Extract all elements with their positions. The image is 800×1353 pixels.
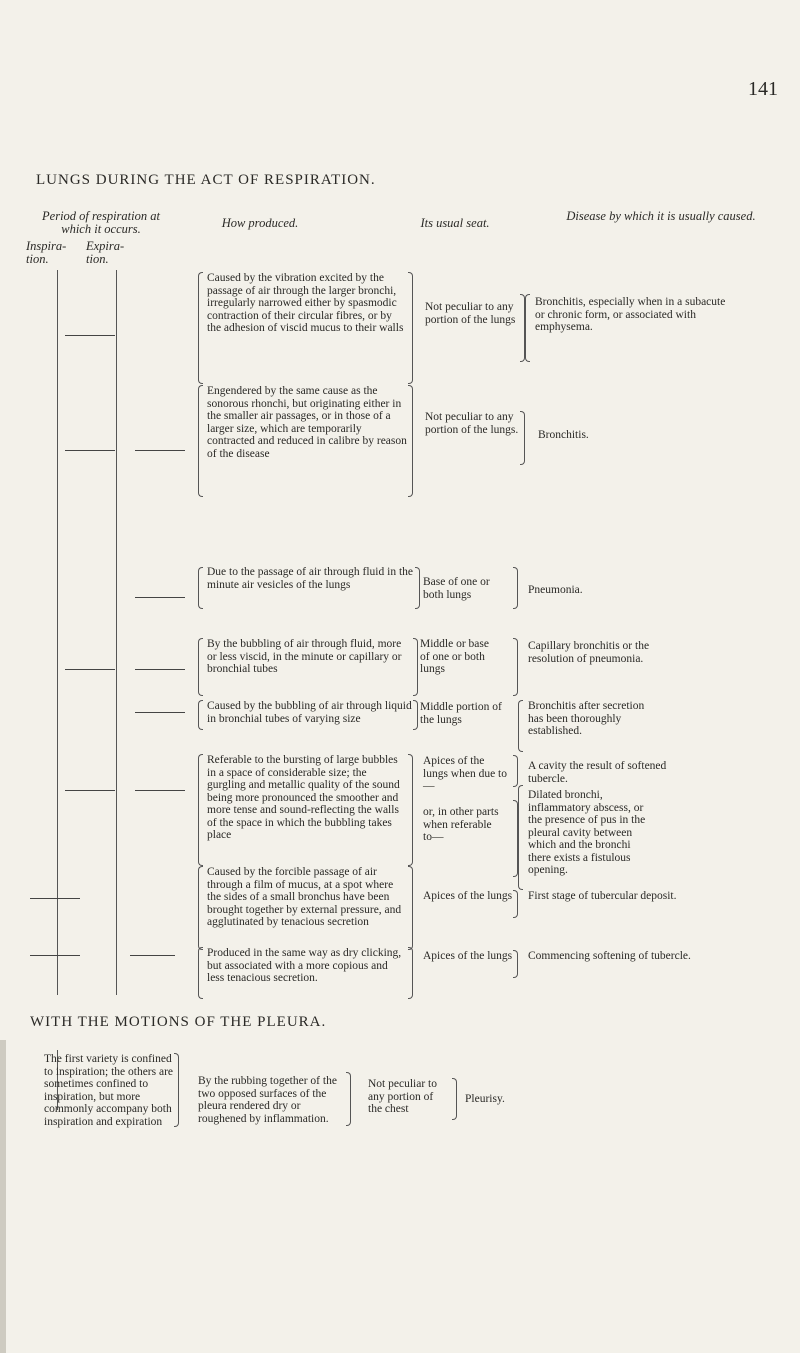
right-brace: [513, 950, 518, 978]
row-marker: [65, 335, 115, 336]
left-brace: [198, 866, 203, 950]
row4-how: By the bubbling of air through fluid, more or less viscid, in the minute or capillary or bronchial tubes: [207, 638, 402, 675]
right-brace: [408, 866, 413, 950]
row5-seat: Middle portion of the lungs: [420, 701, 502, 726]
row3-seat: Base of one or both lungs: [423, 576, 490, 601]
column-header-how: How produced.: [221, 216, 299, 230]
left-brace: [525, 294, 530, 362]
row8-seat: Apices of the lungs: [423, 950, 513, 962]
subheader-expiration: Expira- tion.: [86, 239, 125, 266]
right-brace: [408, 947, 413, 999]
pleura-seat: Not peculiar to any portion of the chest: [368, 1078, 437, 1115]
row6-how: Referable to the bursting of large bubbles in a space of considerable size; the gurgling and metallic quality of the sound being more pronounced the smoother and more tense and sound-reflecting the walls of the space in which the bubbling takes place: [207, 754, 400, 841]
right-brace: [513, 890, 518, 918]
row-marker: [65, 450, 115, 451]
row-marker: [135, 597, 185, 598]
row-marker: [135, 669, 185, 670]
row-marker: [30, 898, 80, 899]
right-brace: [408, 754, 413, 866]
right-brace: [513, 638, 518, 696]
row3-disease: Pneumonia.: [528, 584, 583, 596]
page-number: 141: [748, 78, 778, 100]
row6-disease: A cavity the result of softened tubercle.: [528, 760, 667, 785]
column-header-disease: Disease by which it is usually caused.: [566, 209, 756, 223]
column-rule: [57, 270, 58, 995]
row6-seat-2: or, in other parts when referable to—: [423, 806, 499, 843]
pleura-disease: Pleurisy.: [465, 1093, 505, 1105]
pleura-period: The first variety is confined to inspiration; the others are sometimes confined to inspiration, but more commonly accompany both inspiration and expiration: [44, 1053, 174, 1128]
left-brace: [198, 700, 203, 730]
right-brace: [452, 1078, 457, 1120]
row6-seat: Apices of the lungs when due to—: [423, 755, 508, 792]
column-header-seat: Its usual seat.: [420, 216, 490, 230]
row-marker: [135, 790, 185, 791]
left-brace: [518, 785, 523, 890]
row2-how: Engendered by the same cause as the sonorous rhonchi, but originating either in the smaller air passages, or in those of a larger size, which are temporarily contracted and reduced in calibre by reason of the disease: [207, 385, 407, 460]
left-brace: [198, 272, 203, 384]
left-brace: [198, 385, 203, 497]
row8-disease: Commencing softening of tubercle.: [528, 950, 691, 962]
row-marker: [65, 790, 115, 791]
right-brace: [408, 272, 413, 384]
scan-edge-shadow: [0, 1040, 6, 1353]
row2-disease: Bronchitis.: [538, 429, 589, 441]
row-marker: [130, 955, 175, 956]
right-brace: [415, 567, 420, 609]
row7-seat: Apices of the lungs: [423, 890, 513, 902]
right-brace: [520, 411, 525, 465]
right-brace: [413, 638, 418, 696]
left-brace: [198, 638, 203, 696]
section-heading-pleura: WITH THE MOTIONS OF THE PLEURA.: [30, 1014, 327, 1030]
row-marker: [30, 955, 80, 956]
row-marker: [135, 712, 185, 713]
left-brace: [198, 947, 203, 999]
row-marker: [135, 450, 185, 451]
row1-seat: Not peculiar to any portion of the lungs: [425, 301, 516, 326]
subheader-inspiration: Inspira- tion.: [26, 239, 67, 266]
row-marker: [65, 669, 115, 670]
row4-seat: Middle or base of one or both lungs: [420, 638, 489, 675]
right-brace: [346, 1072, 351, 1126]
row5-disease: Bronchitis after secretion has been thoroughly established.: [528, 700, 645, 737]
row8-how: Produced in the same way as dry clicking, but associated with a more copious and less tenacious secretion.: [207, 947, 402, 984]
row7-disease: First stage of tubercular deposit.: [528, 890, 677, 902]
column-rule: [116, 270, 117, 995]
right-brace: [513, 567, 518, 609]
pleura-how: By the rubbing together of the two opposed surfaces of the pleura rendered dry or roughened by inflammation.: [198, 1075, 337, 1125]
row7-how: Caused by the forcible passage of air through a film of mucus, at a spot where the sides of a small bronchus have been brought together by external pressure, and agglutinated by tenacious secretion: [207, 866, 402, 928]
left-brace: [198, 754, 203, 866]
right-brace: [513, 755, 518, 787]
row4-disease: Capillary bronchitis or the resolution of pneumonia.: [528, 640, 650, 665]
right-brace: [413, 700, 418, 730]
row1-how: Caused by the vibration excited by the passage of air through the larger bronchi, irregularly narrowed either by spasmodic contraction of their circular fibres, or by the adhesion of viscid mucus to their walls: [207, 272, 404, 334]
right-brace: [408, 385, 413, 497]
left-brace: [518, 700, 523, 752]
left-brace: [198, 567, 203, 609]
column-header-period: Period of respiration at which it occurs.: [42, 209, 160, 236]
row5-how: Caused by the bubbling of air through liquid in bronchial tubes of varying size: [207, 700, 412, 725]
section-heading-lungs: LUNGS DURING THE ACT OF RESPIRATION.: [36, 172, 376, 188]
row3-how: Due to the passage of air through fluid in the minute air vesicles of the lungs: [207, 566, 413, 591]
row2-seat: Not peculiar to any portion of the lungs.: [425, 411, 519, 436]
row6-disease-2: Dilated bronchi, inflammatory abscess, or the presence of pus in the pleural cavity between which and the bronchi there exists a fistulous opening.: [528, 789, 646, 876]
row1-disease: Bronchitis, especially when in a subacute or chronic form, or associated with emphysema.: [535, 296, 726, 333]
right-brace: [174, 1053, 179, 1127]
